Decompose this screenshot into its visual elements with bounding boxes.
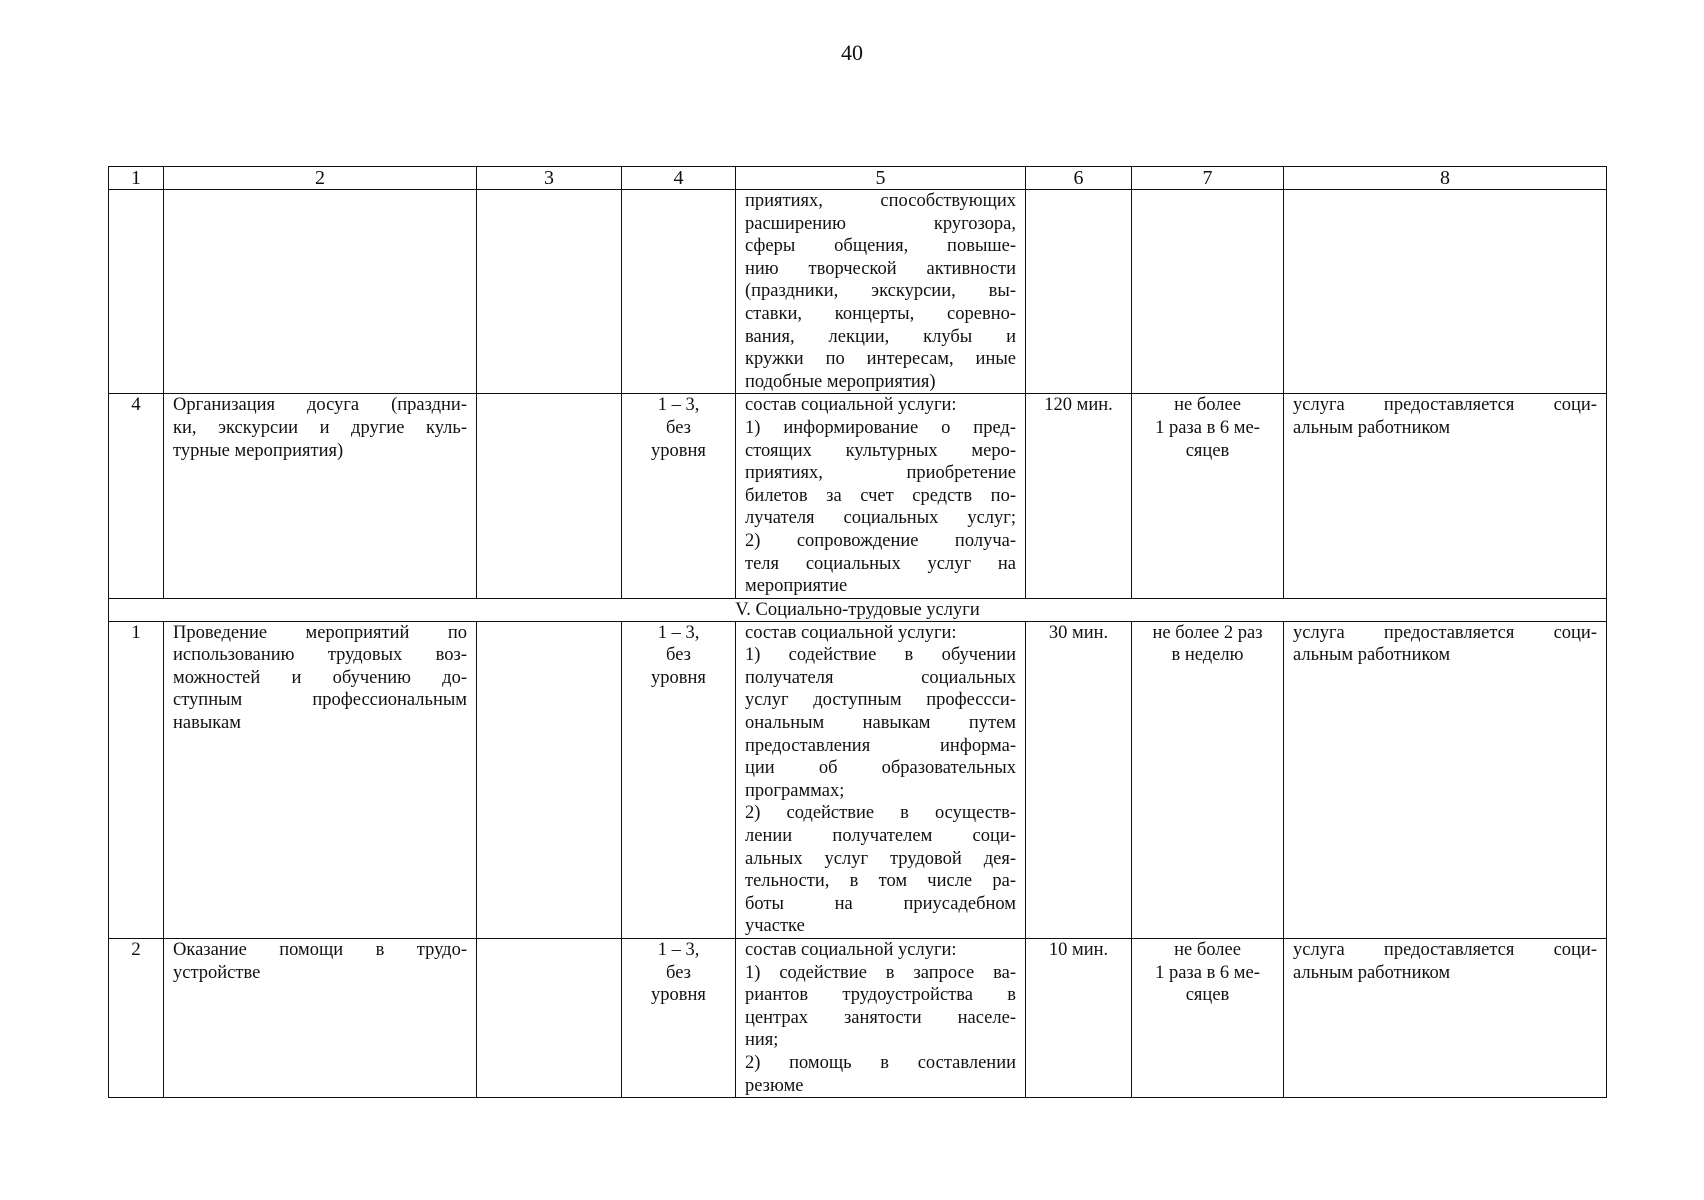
cell-number (109, 190, 164, 394)
frequency-line: сяцев (1185, 985, 1230, 1006)
service-name-line: турные мероприятия) (173, 440, 344, 461)
composition-line: услуг доступным профессси- (745, 690, 1016, 711)
table-row-employment (109, 939, 1607, 1098)
composition-line: 1) содействие в обучении (745, 645, 1016, 666)
cell-composition (736, 621, 1026, 938)
frequency-line: не более 2 раз (1152, 622, 1263, 643)
composition-line: ции об образовательных (745, 758, 1016, 779)
cell-service-name (164, 394, 477, 598)
level-line: уровня (651, 985, 706, 1006)
composition-line: нию творческой активности (745, 258, 1016, 279)
cell-time: 10 мин. (1026, 939, 1132, 1098)
composition-line: предоставления информа- (745, 735, 1016, 756)
cell-col3 (477, 939, 622, 1098)
level-line: без (666, 417, 691, 438)
services-table (108, 166, 1607, 1098)
composition-line: тельности, в том числе ра- (745, 871, 1016, 892)
service-name-line: можностей и обучению до- (173, 667, 467, 688)
provider-line: альным работником (1293, 645, 1451, 666)
column-number: 1 (109, 167, 164, 190)
service-name-line: Проведение мероприятий по (173, 622, 467, 643)
cell-composition (736, 394, 1026, 598)
composition-line: центрах занятости населе- (745, 1007, 1016, 1028)
level-line: без (666, 962, 691, 983)
composition-line: стоящих культурных меро- (745, 440, 1016, 461)
cell-service-name (164, 621, 477, 938)
cell-number: 2 (109, 939, 164, 1098)
level-line: без (666, 645, 691, 666)
cell-frequency (1132, 190, 1284, 394)
composition-line: состав социальной услуги: (745, 940, 957, 960)
provider-line: услуга предоставляется соци- (1293, 622, 1597, 643)
cell-service-name (164, 939, 477, 1098)
table-row-continuation (109, 190, 1607, 394)
cell-frequency (1132, 621, 1284, 938)
composition-line: (праздники, экскурсии, вы- (745, 281, 1016, 302)
cell-time (1026, 190, 1132, 394)
composition-line: сферы общения, повыше- (745, 236, 1016, 257)
composition-line: лучателя социальных услуг; (745, 508, 1016, 529)
cell-level (622, 190, 736, 394)
cell-time: 120 мин. (1026, 394, 1132, 598)
cell-col3 (477, 394, 622, 598)
composition-line: получателя социальных (745, 667, 1016, 688)
frequency-line: 1 раза в 6 ме- (1155, 962, 1260, 983)
cell-number: 1 (109, 621, 164, 938)
composition-line: 2) помощь в составлении (745, 1052, 1016, 1073)
level-line: 1 – 3, (657, 940, 700, 960)
table-row-labor-skills (109, 621, 1607, 938)
service-name-line: Организация досуга (праздни- (173, 395, 467, 416)
service-name-line: ступным профессиональным (173, 690, 467, 711)
column-number: 5 (736, 167, 1026, 190)
cell-number: 4 (109, 394, 164, 598)
composition-line: альных услуг трудовой дея- (745, 848, 1016, 869)
column-number: 8 (1284, 167, 1607, 190)
service-name-line: навыкам (173, 713, 241, 734)
frequency-line: 1 раза в 6 ме- (1155, 417, 1260, 438)
cell-frequency (1132, 394, 1284, 598)
composition-line: состав социальной услуги: (745, 395, 957, 416)
provider-line: услуга предоставляется соци- (1293, 395, 1597, 416)
cell-provider (1284, 394, 1607, 598)
composition-line: участке (745, 916, 805, 937)
composition-line: билетов за счет средств по- (745, 485, 1016, 506)
composition-line: подобные мероприятия) (745, 371, 936, 392)
frequency-line: не более (1174, 395, 1241, 416)
section-title: V. Социально-трудовые услуги (109, 598, 1607, 621)
level-line: уровня (651, 667, 706, 688)
cell-composition (736, 939, 1026, 1098)
composition-line: 1) содействие в запросе ва- (745, 962, 1016, 983)
composition-line: ния; (745, 1030, 779, 1051)
page-number: 40 (841, 40, 863, 65)
frequency-line: сяцев (1185, 440, 1230, 461)
composition-line: вания, лекции, клубы и (745, 326, 1016, 347)
frequency-line: в неделю (1171, 645, 1244, 666)
composition-line: программах; (745, 780, 845, 801)
provider-line: альным работником (1293, 417, 1451, 438)
composition-line: боты на приусадебном (745, 893, 1016, 914)
cell-service-name (164, 190, 477, 394)
level-line: 1 – 3, (657, 622, 700, 643)
cell-composition (736, 190, 1026, 394)
composition-line: ональным навыкам путем (745, 713, 1016, 734)
frequency-line: не более (1174, 940, 1241, 960)
cell-provider (1284, 621, 1607, 938)
service-name-line: ки, экскурсии и другие куль- (173, 417, 467, 438)
column-number: 4 (622, 167, 736, 190)
cell-level (622, 939, 736, 1098)
column-number-row (109, 167, 1607, 190)
cell-level (622, 621, 736, 938)
provider-line: услуга предоставляется соци- (1293, 940, 1597, 960)
composition-line: лении получателем соци- (745, 826, 1016, 847)
column-number: 3 (477, 167, 622, 190)
composition-line: ставки, концерты, соревно- (745, 303, 1016, 324)
service-name-line: использованию трудовых воз- (173, 645, 467, 666)
composition-line: приятиях, приобретение (745, 463, 1016, 484)
composition-line: риантов трудоустройства в (745, 985, 1016, 1006)
cell-provider (1284, 190, 1607, 394)
cell-col3 (477, 190, 622, 394)
cell-provider (1284, 939, 1607, 1098)
column-number: 6 (1026, 167, 1132, 190)
service-name-line: Оказание помощи в трудо- (173, 940, 467, 960)
composition-line: приятиях, способствующих (745, 191, 1016, 211)
level-line: 1 – 3, (657, 395, 700, 416)
cell-col3 (477, 621, 622, 938)
composition-line: резюме (745, 1075, 804, 1096)
section-row (109, 598, 1607, 621)
level-line: уровня (651, 440, 706, 461)
composition-line: теля социальных услуг на (745, 553, 1016, 574)
composition-line: расширению кругозора, (745, 213, 1016, 234)
cell-frequency (1132, 939, 1284, 1098)
column-number: 7 (1132, 167, 1284, 190)
cell-level (622, 394, 736, 598)
composition-line: мероприятие (745, 576, 848, 597)
column-number: 2 (164, 167, 477, 190)
composition-line: кружки по интересам, иные (745, 349, 1016, 370)
provider-line: альным работником (1293, 962, 1451, 983)
composition-line: состав социальной услуги: (745, 622, 957, 643)
composition-line: 2) содействие в осуществ- (745, 803, 1016, 824)
service-name-line: устройстве (173, 962, 261, 983)
composition-line: 1) информирование о пред- (745, 417, 1016, 438)
cell-time: 30 мин. (1026, 621, 1132, 938)
composition-line: 2) сопровождение получа- (745, 530, 1016, 551)
table-row-leisure (109, 394, 1607, 598)
